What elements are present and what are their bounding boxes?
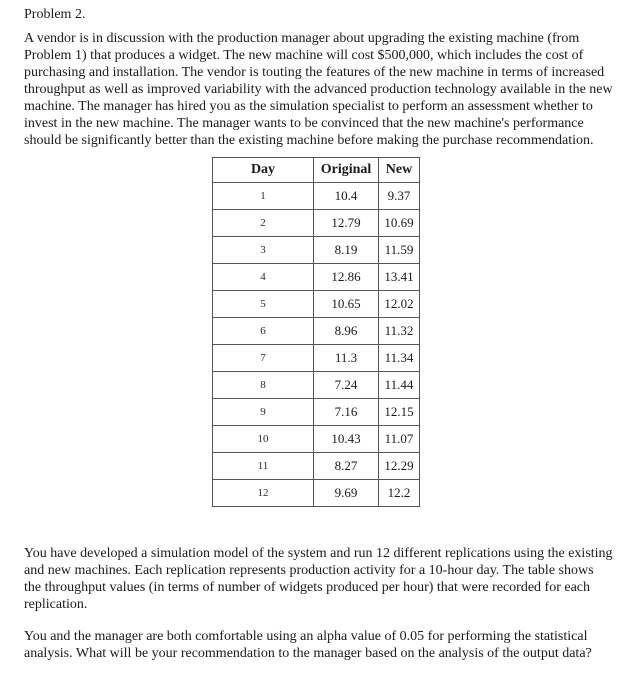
simulation-paragraph: You have developed a simulation model of the system and run 12 different replications using the existing and new machines. Each replication represents production activity for a 10-hour day. The table shows the throughput values (in terms of number of widgets produced per hour) that were recorded for each replication. <box>24 546 613 612</box>
new-cell: 12.15 <box>379 399 420 426</box>
table-row <box>213 399 420 426</box>
day-cell: 10 <box>213 426 314 453</box>
header-day: Day <box>213 158 314 183</box>
table-row <box>213 318 420 345</box>
new-cell: 11.07 <box>379 426 420 453</box>
new-cell: 10.69 <box>379 210 420 237</box>
table-row <box>213 426 420 453</box>
header-new: New <box>379 158 420 183</box>
table-header-row <box>213 158 420 183</box>
day-cell: 9 <box>213 399 314 426</box>
day-cell: 6 <box>213 318 314 345</box>
original-cell: 10.65 <box>314 291 379 318</box>
table-row <box>213 183 420 210</box>
new-cell: 11.44 <box>379 372 420 399</box>
table-row <box>213 264 420 291</box>
new-cell: 11.34 <box>379 345 420 372</box>
day-cell: 2 <box>213 210 314 237</box>
question-paragraph: You and the manager are both comfortable using an alpha value of 0.05 for performing the statistical analysis. What will be your recommendation to the manager based on the analysis of the output data? <box>24 629 592 661</box>
day-cell: 8 <box>213 372 314 399</box>
original-cell: 7.16 <box>314 399 379 426</box>
table-row <box>213 372 420 399</box>
problem-title: Problem 2. <box>24 7 86 22</box>
original-cell: 12.86 <box>314 264 379 291</box>
table-row <box>213 210 420 237</box>
table-row <box>213 237 420 264</box>
intro-paragraph: A vendor is in discussion with the production manager about upgrading the existing machine (from Problem 1) that produces a widget. The new machine will cost $500,000, which includes the cost of purchasing and installation. The vendor is touting the features of the new machine in terms of increased throughput as well as improved variability with the advanced production technology available in the new machine. The manager has hired you as the simulation specialist to perform an assessment whether to invest in the new machine. The manager wants to be convinced that the new machine's performance should be significantly better than the existing machine before making the purchase recommendation. <box>24 31 613 148</box>
new-cell: 13.41 <box>379 264 420 291</box>
table-row <box>213 345 420 372</box>
original-cell: 9.69 <box>314 480 379 507</box>
original-cell: 8.96 <box>314 318 379 345</box>
new-cell: 11.32 <box>379 318 420 345</box>
day-cell: 11 <box>213 453 314 480</box>
new-cell: 12.29 <box>379 453 420 480</box>
table-row <box>213 291 420 318</box>
day-cell: 7 <box>213 345 314 372</box>
original-cell: 10.43 <box>314 426 379 453</box>
table-row <box>213 453 420 480</box>
new-cell: 12.02 <box>379 291 420 318</box>
table-row <box>213 480 420 507</box>
day-cell: 1 <box>213 183 314 210</box>
original-cell: 11.3 <box>314 345 379 372</box>
original-cell: 8.19 <box>314 237 379 264</box>
day-cell: 3 <box>213 237 314 264</box>
new-cell: 9.37 <box>379 183 420 210</box>
new-cell: 11.59 <box>379 237 420 264</box>
day-cell: 12 <box>213 480 314 507</box>
original-cell: 7.24 <box>314 372 379 399</box>
day-cell: 4 <box>213 264 314 291</box>
day-cell: 5 <box>213 291 314 318</box>
original-cell: 8.27 <box>314 453 379 480</box>
original-cell: 10.4 <box>314 183 379 210</box>
original-cell: 12.79 <box>314 210 379 237</box>
new-cell: 12.2 <box>379 480 420 507</box>
header-original: Original <box>314 158 379 183</box>
throughput-table <box>212 157 420 507</box>
